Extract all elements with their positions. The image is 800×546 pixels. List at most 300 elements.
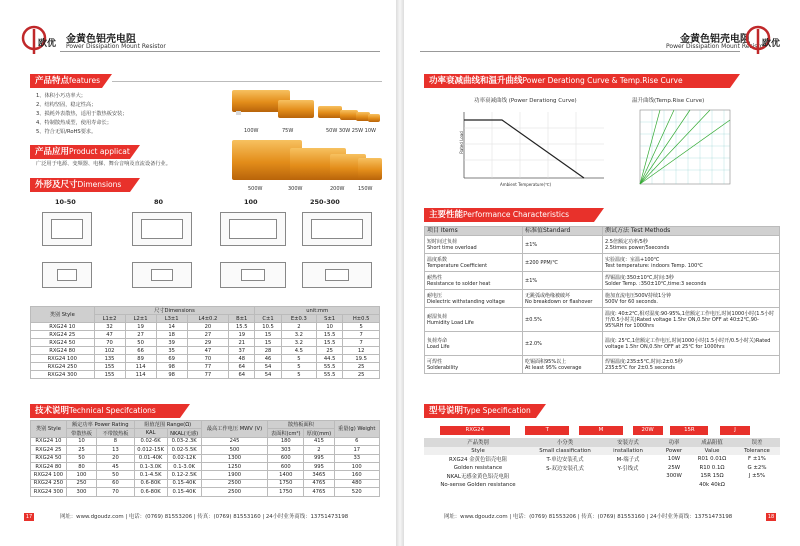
divider	[112, 81, 382, 82]
table-cell: 29	[187, 339, 228, 347]
table-cell: 69	[156, 355, 187, 363]
table-cell: 33	[334, 454, 379, 462]
table-cell: J ±5%	[748, 473, 766, 480]
dimension-drawing	[132, 212, 192, 246]
footer-contact: 网址：www.dgoudz.com | 电话：(0769) 81553206 | 传真：(0769) 81553160 | 24小时业务商线：13751473198	[60, 514, 349, 520]
table-cell: 180	[268, 437, 304, 445]
table-cell: R01 0.01Ω	[697, 456, 727, 463]
table-cell: 5	[281, 371, 316, 379]
table-cell: 20	[187, 323, 228, 331]
table-cell: RXG24 25	[31, 446, 67, 454]
table-cell: 3465	[304, 471, 334, 479]
table-cell: 7	[343, 339, 380, 347]
column-header: Small classification	[532, 447, 598, 456]
column-header: L3±1	[156, 315, 187, 323]
table-cell: R10 0.1Ω	[699, 464, 725, 471]
table-cell: 32	[94, 323, 125, 331]
dimension-drawing	[302, 212, 372, 246]
header-rule	[420, 51, 740, 52]
table-cell: 54	[255, 363, 281, 371]
table-cell: 80	[66, 462, 96, 470]
table-cell: G ±2%	[747, 464, 767, 471]
table-cell: 995	[304, 454, 334, 462]
column-header: Power	[658, 447, 690, 456]
table-cell	[532, 481, 598, 490]
table-cell: 0.02-5.5K	[167, 446, 201, 454]
dimension-drawing	[220, 212, 286, 246]
table-cell: 0.15-40K	[167, 488, 201, 496]
table-cell: RXG24 300	[31, 488, 67, 496]
table-row	[31, 347, 380, 355]
page-title: 金黄色铝壳电阻	[66, 34, 136, 45]
table-cell: 303	[268, 446, 304, 454]
table-cell: F ±1%	[748, 456, 766, 463]
resistor-image	[318, 106, 342, 118]
table-cell: 温度系数 Temperature Coefficient	[425, 254, 523, 272]
column-header: 重量(g) Weight	[334, 421, 379, 438]
table-cell: 0.012-15K	[134, 446, 167, 454]
column-header: installation	[598, 447, 658, 456]
product-label: 150W	[358, 186, 373, 192]
type-tag: 15R	[670, 426, 708, 435]
table-cell: 4.5	[281, 347, 316, 355]
table-row	[425, 332, 780, 356]
derating-curve-chart	[444, 106, 614, 192]
table-cell: 温度: 40±2℃,相对湿度:90-95%,1倍额定工作电压,时间1000小时(1.5小时开/0.5小时关)Rated voltage 1.5hr ON,0.5hr OFF at 40±2℃,90-95%RH for 1000hrs	[603, 308, 780, 332]
table-row	[425, 356, 780, 374]
table-cell: 4765	[304, 488, 334, 496]
table-cell: 7	[343, 331, 380, 339]
table-cell: 64	[229, 363, 255, 371]
table-cell: ±200 PPM/℃	[523, 254, 603, 272]
table-cell: 160	[334, 471, 379, 479]
column-header: Value	[690, 447, 734, 456]
table-cell: 0.12-2.5K	[167, 471, 201, 479]
product-label: 75W	[282, 128, 294, 134]
table-cell: 0.1-3.0K	[167, 462, 201, 470]
table-row	[425, 272, 780, 290]
column-header: 尺寸Dimensions	[94, 307, 255, 315]
column-header: 额定功率 Power Rating	[66, 421, 134, 429]
table-cell: 无跳弧或绝缘被破坏 No breakdown or flashover	[523, 290, 603, 308]
axis-label: Rated Load	[458, 131, 464, 154]
table-cell: 耐电压 Dielectric withstanding voltage	[425, 290, 523, 308]
table-cell: 可焊性 Solderability	[425, 356, 523, 374]
derating-line	[464, 120, 584, 178]
table-cell: ±1%	[523, 272, 603, 290]
table-cell: Golden resistance	[453, 464, 503, 471]
table-cell: 25	[317, 347, 343, 355]
product-label: 100W	[244, 128, 259, 134]
column-header: E±0.3	[281, 315, 316, 323]
column-header: L2±1	[125, 315, 156, 323]
table-row	[31, 488, 380, 496]
table-cell	[598, 481, 658, 490]
table-cell: 19.5	[343, 355, 380, 363]
feature-item: 1、体积小巧功率大；	[36, 93, 86, 99]
temp-rise-chart	[630, 106, 740, 192]
table-row	[424, 464, 780, 473]
column-header: 成品阻值	[690, 438, 734, 447]
table-cell: 15	[255, 331, 281, 339]
table-cell: 70	[97, 488, 135, 496]
table-cell: 25	[343, 363, 380, 371]
table-cell: 2.5倍额定功率/5秒 2.5times power/5seconds	[603, 236, 780, 254]
table-cell: 520	[334, 488, 379, 496]
features-heading: 产品特点features	[30, 74, 102, 88]
table-cell: RXG24 50	[31, 339, 95, 347]
table-cell: 155	[94, 363, 125, 371]
column-header: 带散热板	[66, 429, 96, 437]
page-title: 金黄色铝壳电阻	[680, 34, 750, 45]
table-cell: 5	[281, 363, 316, 371]
table-row	[31, 462, 380, 470]
performance-heading: 主要性能Performance Characteristics	[424, 208, 594, 222]
column-header: 厚度(mm)	[304, 429, 334, 437]
table-row	[31, 363, 380, 371]
table-cell: 28	[255, 347, 281, 355]
table-cell: 温度: 25℃,1倍额定工作电压,时间1000小时(1.5小时开/0.5小时关)Rated voltage 1.5hr ON,0.5hr OFF at 25℃ for 1000hrs	[603, 332, 780, 356]
table-cell: 10	[66, 437, 96, 445]
type-heading: 型号说明Type Specification	[424, 404, 536, 418]
table-cell: RXG24 80	[31, 347, 95, 355]
table-row	[425, 236, 780, 254]
column-header: B±1	[229, 315, 255, 323]
table-row	[31, 437, 380, 445]
table-cell: RXG24 80	[31, 462, 67, 470]
application-text: 广泛用于电源、变频器、电梯、舞台音响及直流设备行业。	[36, 161, 171, 167]
table-cell: 21	[229, 339, 255, 347]
table-cell: ±0.5%	[523, 308, 603, 332]
table-cell: 50	[125, 339, 156, 347]
table-cell: RXG24 金黄色铝壳电阻	[449, 457, 507, 464]
dimension-drawing	[220, 262, 286, 288]
table-cell: 70	[94, 339, 125, 347]
table-cell: 500	[201, 446, 267, 454]
table-cell: 300	[66, 488, 96, 496]
table-cell: RXG24 10	[31, 323, 95, 331]
table-cell: 27	[125, 331, 156, 339]
feature-item: 2、结构坚固，稳定性高；	[36, 102, 97, 108]
table-row	[425, 290, 780, 308]
column-header: 误差	[734, 438, 780, 447]
column-header: 表面积(cm²)	[268, 429, 304, 437]
type-tag-row	[440, 426, 750, 435]
table-cell: 6	[334, 437, 379, 445]
column-header: H±0.5	[343, 315, 380, 323]
table-cell: 2	[304, 446, 334, 454]
table-cell: 135	[94, 355, 125, 363]
product-label: 300W	[288, 186, 303, 192]
header-rule	[60, 51, 380, 52]
table-cell: 1750	[268, 488, 304, 496]
column-header: 不带散热板	[97, 429, 135, 437]
table-cell: 55.5	[317, 363, 343, 371]
column-header: 散热板面积	[268, 421, 334, 429]
table-row	[425, 308, 780, 332]
table-cell: 55.5	[317, 371, 343, 379]
product-label: 50W 30W 25W 10W	[326, 128, 376, 134]
table-cell: 焊锡温度:235±5℃,时间:2±0.5秒 235±5℃ for 2±0.5 seconds	[603, 356, 780, 374]
table-cell: 480	[334, 479, 379, 487]
table-cell: 25	[66, 446, 96, 454]
table-cell: 实验温度：室温+100℃ Test temperature: indoors Temp. 100℃	[603, 254, 780, 272]
table-cell: 245	[201, 437, 267, 445]
table-cell: 250	[66, 479, 96, 487]
page-subtitle: Power Dissipation Mount Resistor	[66, 43, 166, 50]
table-cell: 66	[125, 347, 156, 355]
right-page	[404, 0, 800, 546]
table-cell: 0.02-12K	[167, 454, 201, 462]
type-tag: 20W	[633, 426, 663, 435]
table-row	[31, 331, 380, 339]
table-cell: 8	[97, 437, 135, 445]
table-cell: 19	[125, 323, 156, 331]
table-cell: No-sense Golden resistance	[440, 481, 516, 488]
column-header: L1±2	[94, 315, 125, 323]
table-cell: 2500	[201, 488, 267, 496]
page-number: 18	[767, 514, 775, 520]
table-cell: 48	[229, 355, 255, 363]
table-cell: 47	[94, 331, 125, 339]
table-cell: 15.5	[317, 331, 343, 339]
resistor-image	[368, 114, 380, 122]
table-cell: 50	[97, 471, 135, 479]
table-cell: 1900	[201, 471, 267, 479]
table-cell: 45	[97, 462, 135, 470]
left-page	[0, 0, 396, 546]
table-cell: 12	[343, 347, 380, 355]
tech-heading: 技术说明Technical Specifcations	[30, 404, 180, 418]
column-header: unit:mm	[255, 307, 380, 315]
table-cell: 5	[343, 323, 380, 331]
table-row	[31, 371, 380, 379]
column-header: Style	[424, 447, 532, 456]
table-cell: 54	[255, 371, 281, 379]
application-heading: 产品应用Product application	[30, 145, 130, 159]
curves-heading: 功率衰减曲线和温升曲线Power Derationg Curve & Temp.Rise Curve	[424, 74, 730, 88]
table-cell: RXG24 250	[31, 363, 95, 371]
table-cell: 10W	[667, 456, 681, 463]
type-details-table	[424, 438, 780, 489]
table-row	[424, 455, 780, 464]
brand-name: 欧优	[38, 39, 57, 49]
table-cell: 15.5	[317, 339, 343, 347]
table-cell: 300W	[666, 473, 682, 480]
resistor-image	[278, 100, 314, 118]
table-cell: 4765	[304, 479, 334, 487]
feature-item: 3、损耗外表散热，适用于散热板安装；	[36, 111, 128, 117]
chart-title: 功率衰减曲线 (Power Derationg Curve)	[474, 98, 577, 104]
table-cell: 25	[343, 371, 380, 379]
table-cell: 3.2	[281, 339, 316, 347]
table-cell: 耐湿负荷 Humidity Load Life	[425, 308, 523, 332]
brand-name: 欧优	[762, 39, 781, 49]
table-cell: 100	[66, 471, 96, 479]
column-header: 测试方法 Test Methods	[603, 227, 780, 236]
column-header: 类别 Style	[31, 421, 67, 438]
type-spec-table	[440, 426, 750, 435]
table-cell: 995	[304, 462, 334, 470]
column-header: 产品类别	[424, 438, 532, 447]
table-cell: 415	[304, 437, 334, 445]
table-cell: 18	[156, 331, 187, 339]
column-header: KAL	[134, 429, 167, 437]
product-label: 200W	[330, 186, 345, 192]
table-cell: RXG24 100	[31, 355, 95, 363]
table-cell: RXG24 25	[31, 331, 95, 339]
table-cell	[598, 472, 658, 481]
table-cell: M-端子式	[616, 457, 640, 464]
column-header: 最高工作电压 MWV (V)	[201, 421, 267, 438]
dimensions-table	[30, 306, 380, 379]
tech-spec-table	[30, 420, 380, 497]
table-cell: 114	[125, 371, 156, 379]
table-row	[31, 471, 380, 479]
resistor-image	[358, 158, 382, 180]
table-row	[424, 481, 780, 490]
table-cell: 15.5	[229, 323, 255, 331]
table-cell: 15	[255, 339, 281, 347]
page-number: 17	[25, 514, 33, 520]
table-cell: 2	[281, 323, 316, 331]
table-cell: Y-引线式	[617, 465, 639, 472]
product-label: 500W	[248, 186, 263, 192]
column-header: NKAL(无感)	[167, 429, 201, 437]
table-cell: ±2.0%	[523, 332, 603, 356]
column-header: Tolerance	[734, 447, 780, 456]
table-cell: 17	[334, 446, 379, 454]
table-cell: 600	[268, 462, 304, 470]
column-header: 小分类	[532, 438, 598, 447]
table-cell: 19	[229, 331, 255, 339]
table-cell: 1300	[201, 454, 267, 462]
type-tag: M	[579, 426, 623, 435]
table-cell: 1750	[268, 479, 304, 487]
table-row	[31, 339, 380, 347]
table-cell: 0.6-80K	[134, 479, 167, 487]
table-cell: RXG24 300	[31, 371, 95, 379]
table-cell: 44.5	[317, 355, 343, 363]
type-tag: T	[525, 426, 569, 435]
drawing-label: 100	[244, 198, 258, 206]
table-cell: RXG24 100	[31, 471, 67, 479]
performance-table	[424, 226, 780, 374]
table-cell: 155	[94, 371, 125, 379]
table-row	[424, 472, 780, 481]
table-cell: 焊锡温度:350±10℃,时间:3秒 Solder Temp. :350±10℃,time:3 seconds	[603, 272, 780, 290]
column-header: 功率	[658, 438, 690, 447]
table-cell: 14	[156, 323, 187, 331]
column-header: 项目 Items	[425, 227, 523, 236]
table-cell: 70	[187, 355, 228, 363]
table-cell: 46	[255, 355, 281, 363]
table-cell: 89	[125, 355, 156, 363]
table-row	[31, 446, 380, 454]
table-cell: 5	[281, 355, 316, 363]
table-cell: 114	[125, 363, 156, 371]
column-header: C±1	[255, 315, 281, 323]
table-cell: 98	[156, 363, 187, 371]
table-cell: 负荷寿命 Load Life	[425, 332, 523, 356]
table-cell: 98	[156, 371, 187, 379]
column-header: 安装方式	[598, 438, 658, 447]
dimension-drawing	[132, 262, 192, 288]
drawing-label: 250-300	[310, 198, 340, 206]
table-cell: 吃锡面积95%以上 At least 95% coverage	[523, 356, 603, 374]
table-cell: 64	[229, 371, 255, 379]
table-cell: 13	[97, 446, 135, 454]
table-cell: 0.1-4.5K	[134, 471, 167, 479]
chart-title: 温升曲线(Temp.Rise Curve)	[632, 98, 705, 104]
table-cell: 耐热性 Resistance to solder heat	[425, 272, 523, 290]
table-cell: 1400	[268, 471, 304, 479]
dimension-drawing	[42, 262, 92, 288]
table-cell: ±1%	[523, 236, 603, 254]
table-cell: 2500	[201, 479, 267, 487]
table-cell: 3.2	[281, 331, 316, 339]
page-gutter	[396, 0, 404, 546]
table-cell: 施加直流电压500V持续1分钟 500V for 60 seconds.	[603, 290, 780, 308]
table-cell: 77	[187, 363, 228, 371]
table-cell	[734, 481, 780, 490]
column-header: L4±0.2	[187, 315, 228, 323]
table-cell: 600	[268, 454, 304, 462]
features-list	[36, 92, 128, 137]
table-cell: 77	[187, 371, 228, 379]
table-cell: 15R 15Ω	[700, 473, 724, 480]
table-cell: 0.02-6K	[134, 437, 167, 445]
table-cell: 27	[187, 331, 228, 339]
table-cell: RXG24 10	[31, 437, 67, 445]
table-cell: 短时间过负荷 Short time overload	[425, 236, 523, 254]
table-cell: 10	[317, 323, 343, 331]
column-header: 类别 Style	[31, 307, 95, 323]
column-header: S±1	[317, 315, 343, 323]
feature-item: 4、特制散热成型，使用寿命长；	[36, 120, 112, 126]
table-cell: 35	[156, 347, 187, 355]
table-cell: 40k 40kΩ	[699, 481, 725, 488]
table-cell: NKAL无感金黄色铝壳电阻	[446, 474, 510, 481]
table-cell: 100	[334, 462, 379, 470]
table-cell: S-双边安装孔式	[546, 465, 584, 472]
table-cell: 50	[66, 454, 96, 462]
table-row	[31, 355, 380, 363]
column-header: 标准值Standard	[523, 227, 603, 236]
table-cell: 0.15-40K	[167, 479, 201, 487]
type-tag: RXG24	[440, 426, 510, 435]
table-row	[31, 454, 380, 462]
table-cell: 0.01-40K	[134, 454, 167, 462]
table-cell: 47	[187, 347, 228, 355]
table-cell: RXG24 50	[31, 454, 67, 462]
table-cell	[532, 472, 598, 481]
page-subtitle: Power Dissipation Mount Resistor	[666, 43, 766, 50]
table-cell: T-单边安装孔式	[546, 457, 584, 464]
footer-contact: 网址：www.dgoudz.com | 电话：(0769) 81553206 | 传真：(0769) 81553160 | 24小时业务商线：13751473198	[444, 514, 733, 520]
table-cell: 25W	[667, 464, 681, 471]
dimensions-heading: 外形及尺寸Dimensions	[30, 178, 130, 192]
table-cell: 20	[97, 454, 135, 462]
type-tag: J	[720, 426, 750, 435]
table-row	[425, 254, 780, 272]
table-cell: 102	[94, 347, 125, 355]
dimension-drawing	[302, 262, 372, 288]
table-cell: RXG24 250	[31, 479, 67, 487]
table-cell: 60	[97, 479, 135, 487]
table-cell: 0.03-2.3K	[167, 437, 201, 445]
table-cell	[658, 481, 690, 490]
